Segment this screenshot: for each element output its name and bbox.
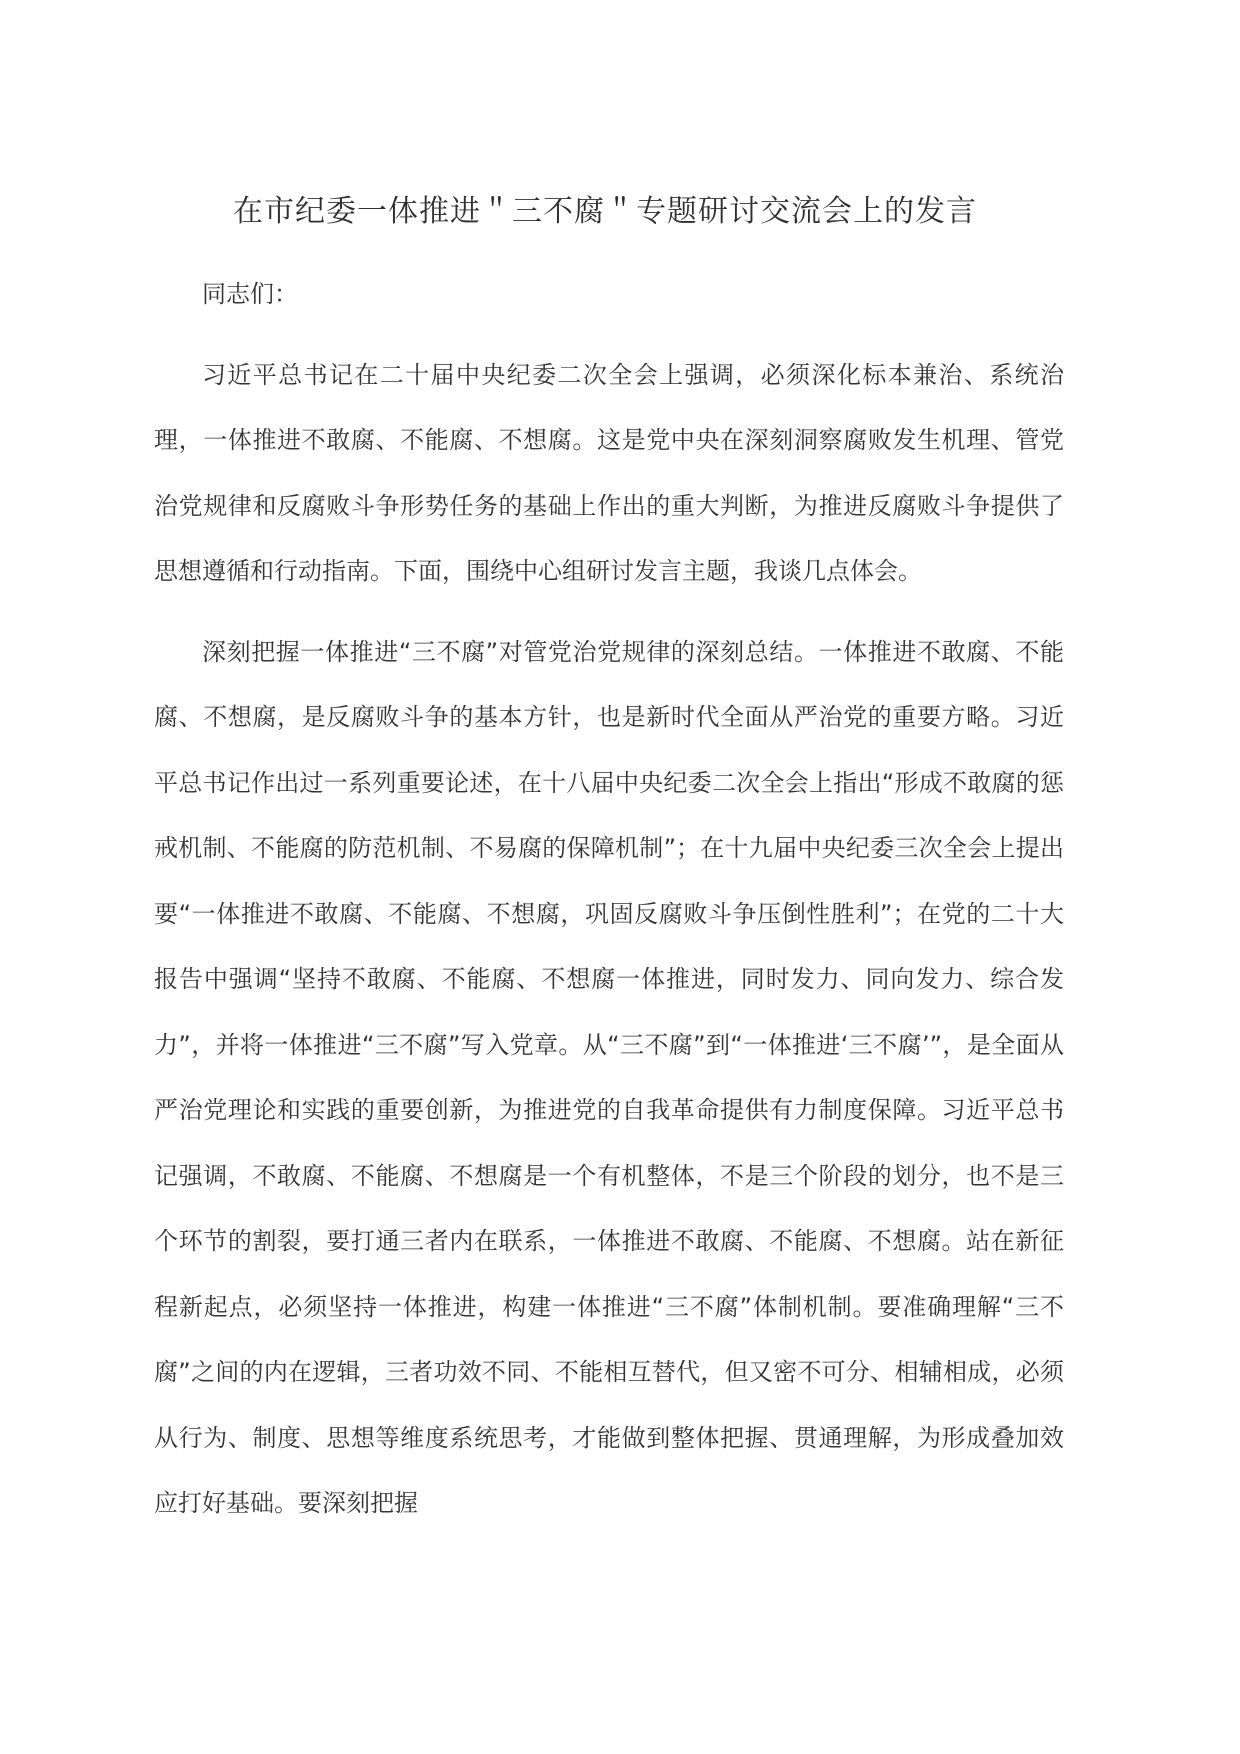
document-body: [154, 262, 1064, 1537]
paragraph-1: 习近平总书记在二十届中央纪委二次全会上强调，必须深化标本兼治、系统治理，一体推进不敢腐、不能腐、不想腐。这是党中央在深刻洞察腐败发生机理、管党治党规律和反腐败斗争形势任务的基础上作出的重大判断，为推进反腐败斗争提供了思想遵循和行动指南。下面，围绕中心组研讨发言主题，我谈几点体会。: [154, 360, 1064, 585]
document-title: 在市纪委一体推进＂三不腐＂专题研讨交流会上的发言: [233, 194, 977, 229]
salutation: 同志们：: [202, 280, 298, 308]
paragraph-2: 深刻把握一体推进“三不腐”对管党治党规律的深刻总结。一体推进不敢腐、不能腐、不想腐，是反腐败斗争的基本方针，也是新时代全面从严治党的重要方略。习近平总书记作出过一系列重要论述，在十八届中央纪委二次全会上指出“形成不敢腐的惩戒机制、不能腐的防范机制、不易腐的保障机制”；在十九届中央纪委三次全会上提出要“一体推进不敢腐、不能腐、不想腐，巩固反腐败斗争压倒性胜利”；在党的二十大报告中强调“坚持不敢腐、不能腐、不想腐一体推进，同时发力、同向发力、综合发力”，并将一体推进“三不腐”写入党章。从“三不腐”到“一体推进‘三不腐’”，是全面从严治党理论和实践的重要创新，为推进党的自我革命提供有力制度保障。习近平总书记强调，不敢腐、不能腐、不想腐是一个有机整体，不是三个阶段的划分，也不是三个环节的割裂，要打通三者内在联系，一体推进不敢腐、不能腐、不想腐。站在新征程新起点，必须坚持一体推进，构建一体推进“三不腐”体制机制。要准确理解“三不腐”之间的内在逻辑，三者功效不同、不能相互替代，但又密不可分、相辅相成，必须从行为、制度、思想等维度系统思考，才能做到整体把握、贯通理解，为形成叠加效应打好基础。要深刻把握: [154, 637, 1064, 1517]
